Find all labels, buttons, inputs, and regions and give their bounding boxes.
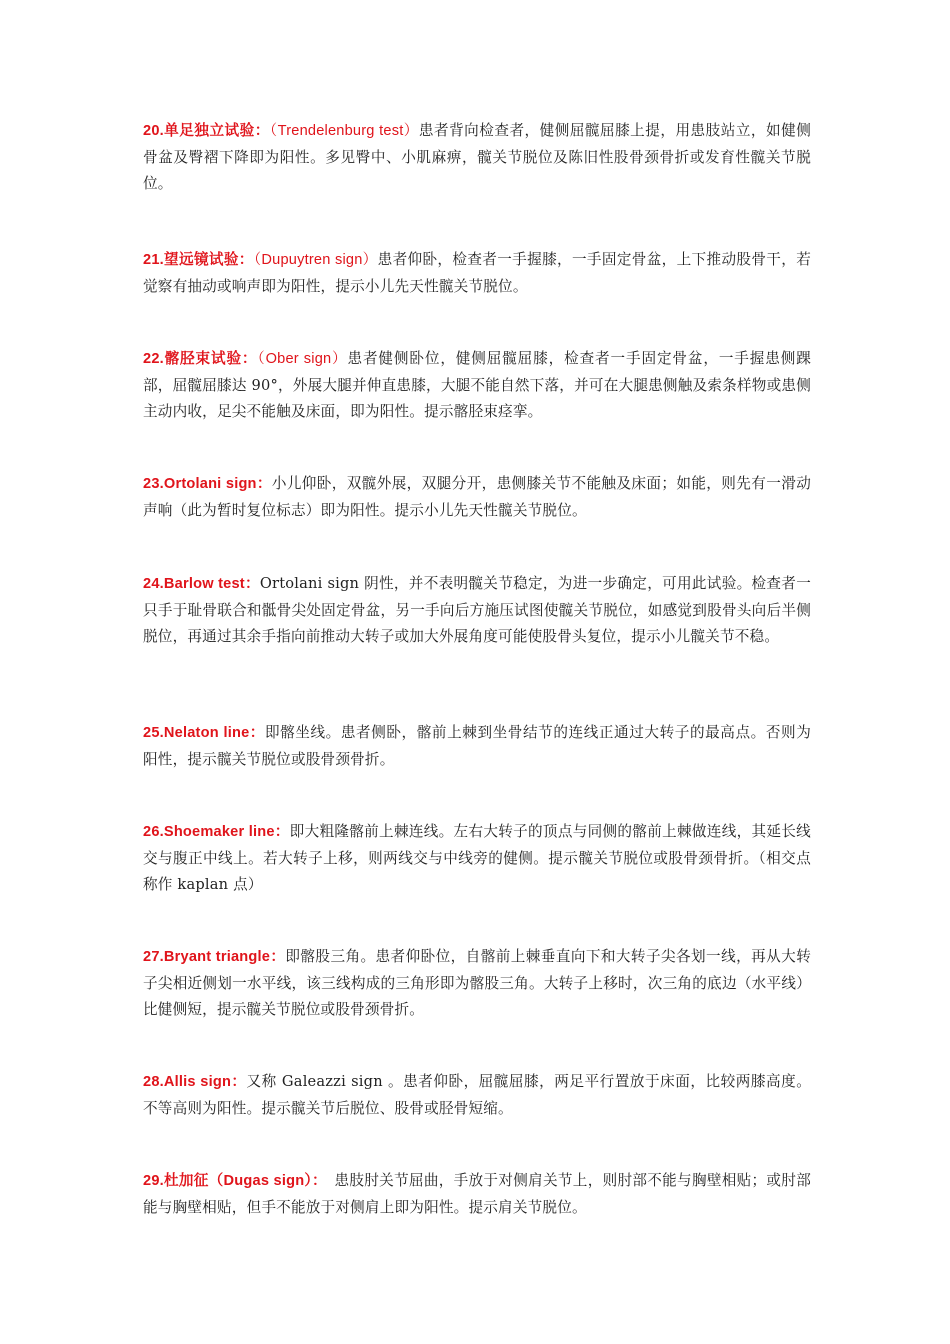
entry-heading: 29.杜加征（Dugas sign）：	[143, 1173, 320, 1189]
entry-heading: 20.单足独立试验：	[143, 123, 270, 139]
entry-english-name: （Ober sign）	[257, 351, 348, 367]
entry-trendelenburg-test	[143, 118, 811, 198]
entry-english-name: （Dupuytren sign）	[253, 252, 378, 268]
entry-description: 即髂股三角。患者仰卧位，自髂前上棘垂直向下和大转子尖各划一线，再从大转子尖相近侧划一水平线，该三线构成的三角形即为髂股三角。大转子上移时，次三角的底边（水平线）比健侧短，提示髋关节脱位或股骨颈骨折。	[143, 948, 811, 1018]
entry-heading: 26.Shoemaker line：	[143, 824, 290, 840]
entry-description: 患肢肘关节屈曲，手放于对侧肩关节上，则肘部不能与胸壁相贴；或肘部能与胸壁相贴，但手不能放于对侧肩上即为阳性。提示肩关节脱位。	[143, 1172, 811, 1216]
entry-dupuytren-sign	[143, 247, 811, 300]
entry-barlow-test	[143, 571, 811, 651]
entry-description: 小儿仰卧，双髋外展，双腿分开，患侧膝关节不能触及床面；如能，则先有一滑动声响（此为暂时复位标志）即为阳性。提示小儿先天性髋关节脱位。	[143, 475, 811, 519]
entry-heading: 27.Bryant triangle：	[143, 949, 286, 965]
entry-ober-sign	[143, 346, 811, 426]
entry-nelaton-line	[143, 720, 811, 773]
entry-heading: 28.Allis sign：	[143, 1074, 247, 1090]
entry-shoemaker-line	[143, 819, 811, 899]
entry-description: 患者健侧卧位，健侧屈髋屈膝，检查者一手固定骨盆，一手握患侧踝部，屈髋屈膝达 90°，外展大腿并伸直患膝，大腿不能自然下落，并可在大腿患侧触及索条样物或患侧主动内收，足尖不能触及床面，即为阳性。提示髂胫束痉挛。	[143, 350, 811, 420]
entry-heading: 23.Ortolani sign：	[143, 476, 272, 492]
entry-description: 患者仰卧，检查者一手握膝，一手固定骨盆，上下推动股骨干，若觉察有抽动或响声即为阳性，提示小儿先天性髋关节脱位。	[143, 251, 811, 295]
entry-bryant-triangle	[143, 944, 811, 1024]
entry-description: 即髂坐线。患者侧卧，髂前上棘到坐骨结节的连线正通过大转子的最高点。否则为阳性，提示髋关节脱位或股骨颈骨折。	[143, 724, 811, 768]
entry-heading: 25.Nelaton line：	[143, 725, 265, 741]
entry-description: 又称 Galeazzi sign 。患者仰卧，屈髋屈膝，两足平行置放于床面，比较两膝高度。不等高则为阳性。提示髋关节后脱位、股骨或胫骨短缩。	[143, 1073, 811, 1117]
entry-heading: 21.望远镜试验：	[143, 252, 254, 268]
entry-ortolani-sign	[143, 471, 811, 524]
entry-description: Ortolani sign 阴性，并不表明髋关节稳定，为进一步确定，可用此试验。检查者一只手于耻骨联合和骶骨尖处固定骨盆，另一手向后方施压试图使髋关节脱位，如感觉到股骨头向后半侧脱位，再通过其余手指向前推动大转子或加大外展角度可能使股骨头复位，提示小儿髋关节不稳。	[143, 575, 811, 645]
entry-allis-sign	[143, 1069, 811, 1122]
entry-english-name: （Trendelenburg test）	[269, 123, 419, 139]
entry-heading: 22.髂胫束试验：	[143, 351, 258, 367]
entry-description: 即大粗隆髂前上棘连线。左右大转子的顶点与同侧的髂前上棘做连线，其延长线交与腹正中线上。若大转子上移，则两线交与中线旁的健侧。提示髋关节脱位或股骨颈骨折。（相交点称作 kaplan 点）	[143, 823, 811, 893]
entry-description: 患者背向检查者，健侧屈髋屈膝上提，用患肢站立，如健侧骨盆及臀褶下降即为阳性。多见臀中、小肌麻痹，髋关节脱位及陈旧性股骨颈骨折或发育性髋关节脱位。	[143, 122, 811, 192]
entry-dugas-sign	[143, 1168, 811, 1221]
entry-heading: 24.Barlow test：	[143, 576, 260, 592]
